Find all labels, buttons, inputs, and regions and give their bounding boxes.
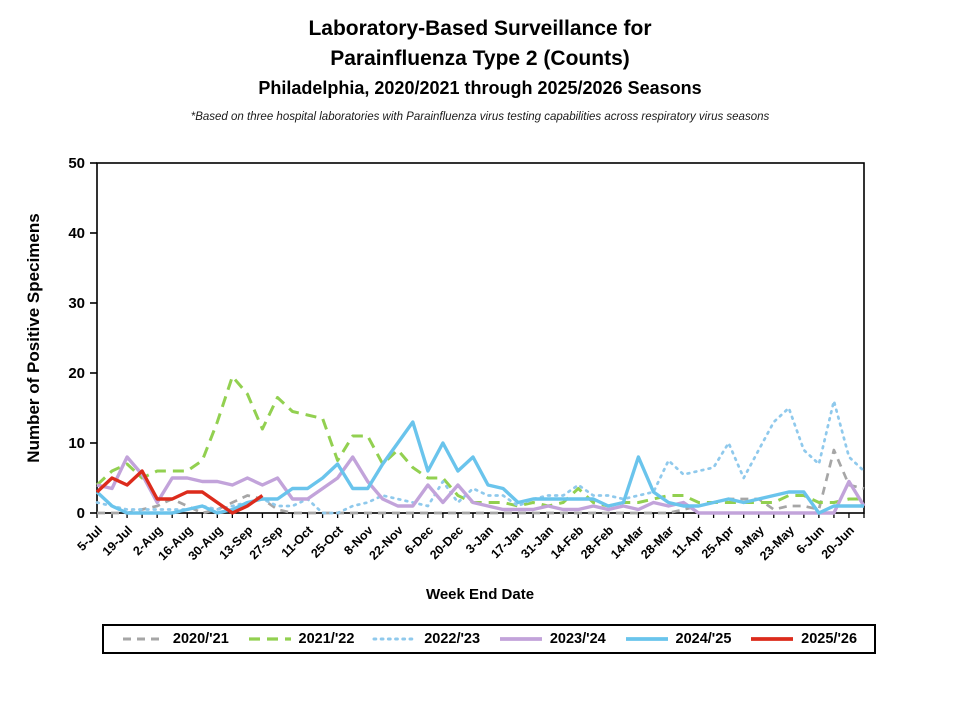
legend-item-2021-22 [247,631,355,647]
legend-line-sample [749,634,795,644]
x-tick-label: 13-Sep [216,523,256,563]
x-tick-label: 11-Oct [278,523,316,561]
y-tick-label: 20 [68,365,85,382]
x-tick-label: 17-Jan [488,523,527,562]
chart-title-line2: Parainfluenza Type 2 (Counts) [330,47,630,71]
x-tick-label: 2-Aug [130,523,166,559]
legend-label: 2024/'25 [675,631,732,647]
x-tick-label: 22-Nov [366,523,406,563]
chart-title-line3: Philadelphia, 2020/2021 through 2025/2026 Seasons [258,77,702,98]
y-axis-title: Number of Positive Specimens [24,213,43,463]
x-tick-label: 20-Jun [818,523,858,562]
x-tick-label: 23-May [757,523,797,564]
chart-titles [0,14,960,127]
x-tick-label: 28-Feb [578,523,617,562]
y-tick-label: 10 [68,435,85,452]
x-tick-label: 30-Aug [185,523,226,564]
legend-line-sample [247,634,293,644]
series-line-2023-24 [97,457,864,513]
legend-item-2023-24 [498,631,606,647]
series-line-2022-23 [97,401,864,513]
legend-item-2020-21 [121,631,229,647]
y-tick-label: 40 [68,225,85,242]
x-tick-label: 25-Oct [308,523,346,561]
legend [102,624,876,654]
x-tick-label: 20-Dec [427,523,467,563]
x-tick-label: 28-Mar [638,523,677,562]
legend-label: 2025/'26 [801,631,858,647]
legend-line-sample [372,634,418,644]
x-tick-label: 27-Sep [246,523,286,563]
x-tick-label: 3-Jan [463,523,497,557]
x-tick-label: 9-May [731,523,767,559]
x-axis-title: Week End Date [425,586,535,603]
x-tick-label: 14-Feb [547,523,587,562]
x-tick-label: 19-Jul [99,523,136,559]
x-tick-label: 16-Aug [155,523,196,564]
legend-label: 2023/'24 [549,631,606,647]
plot-border [97,163,864,513]
x-tick-label: 6-Dec [402,523,436,558]
legend-item-2024-25 [624,631,732,647]
legend-label: 2022/'23 [424,631,481,647]
x-tick-label: 8-Nov [341,523,376,558]
legend-label: 2021/'22 [298,631,355,647]
x-tick-label: 5-Jul [74,523,106,554]
chart-footnote: *Based on three hospital laboratories with Parainfluenza virus testing capabilities across respiratory virus seasons [190,110,770,123]
series-line-2021-22 [97,377,864,507]
x-tick-label: 11-Apr [669,523,707,561]
y-tick-label: 50 [68,155,85,172]
x-tick-label: 25-Apr [698,523,737,562]
legend-line-sample [121,634,167,644]
x-tick-label: 31-Jan [518,523,557,562]
legend-item-2022-23 [372,631,480,647]
legend-label: 2020/'21 [172,631,229,647]
legend-line-sample [624,634,670,644]
y-tick-label: 0 [76,505,85,522]
legend-item-2025-26 [749,631,857,647]
x-tick-label: 6-Jun [793,523,828,557]
x-tick-label: 14-Mar [608,523,647,562]
legend-line-sample [498,634,544,644]
y-tick-label: 30 [68,295,85,312]
chart-title-line1: Laboratory-Based Surveillance for [308,17,652,40]
